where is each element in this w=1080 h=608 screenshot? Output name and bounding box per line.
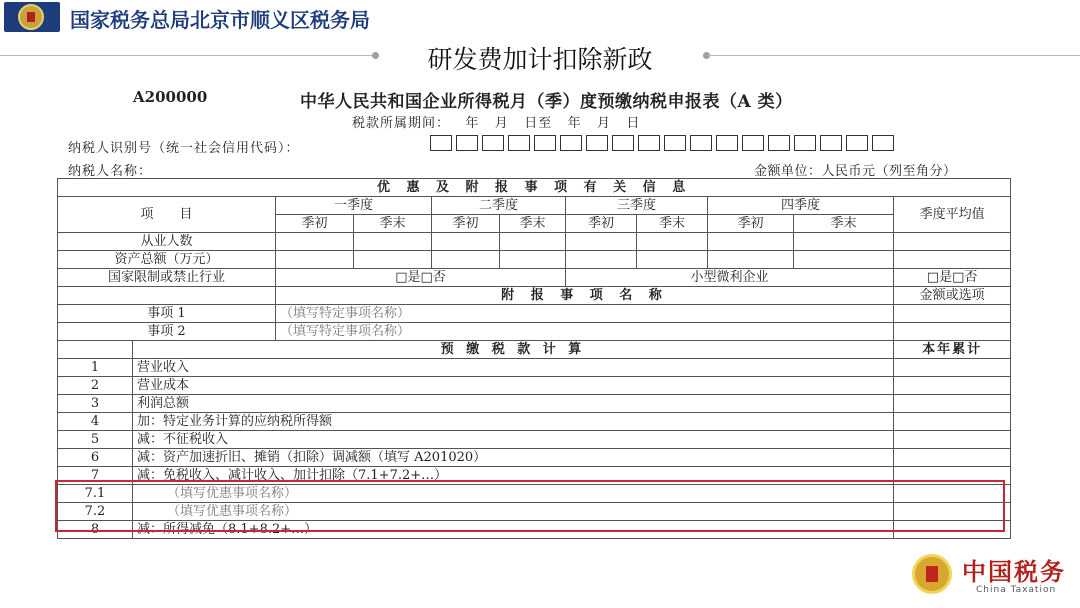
row-restricted-industry: 国家限制或禁止行业 — [58, 269, 276, 287]
taxpayer-id-label: 纳税人识别号（统一社会信用代码）： — [68, 141, 300, 156]
blank-cell — [58, 341, 133, 359]
quarter-3: 三季度 — [566, 197, 708, 215]
tax-emblem-icon — [4, 2, 60, 32]
cell-input[interactable] — [894, 377, 1011, 395]
small-micro-label: 小型微利企业 — [566, 269, 894, 287]
title-rule-left — [0, 55, 372, 56]
row-text: 营业成本 — [133, 377, 894, 395]
restricted-yes-no[interactable]: □是□否 — [276, 269, 566, 287]
cell-input[interactable] — [794, 233, 894, 251]
cell-input[interactable] — [708, 233, 794, 251]
cell-input[interactable] — [354, 233, 432, 251]
q2-start: 季初 — [432, 215, 500, 233]
row-text: 加：特定业务计算的应纳税所得额 — [133, 413, 894, 431]
cell-input[interactable] — [276, 251, 354, 269]
org-name: 国家税务总局北京市顺义区税务局 — [70, 8, 370, 32]
cell-input[interactable] — [637, 251, 708, 269]
item-1-label: 事项 1 — [58, 305, 276, 323]
section-preferential-info: 优 惠 及 附 报 事 项 有 关 信 息 — [58, 179, 1011, 197]
row-text: 减：免税收入、减计收入、加计扣除（7.1+7.2+…） — [133, 467, 894, 485]
row-text: 减：资产加速折旧、摊销（扣除）调减额（填写 A201020） — [133, 449, 894, 467]
cell-input[interactable] — [566, 233, 637, 251]
q2-end: 季末 — [500, 215, 566, 233]
cell-input[interactable] — [894, 449, 1011, 467]
row-employees: 从业人数 — [58, 233, 276, 251]
quarter-4: 四季度 — [708, 197, 894, 215]
cell-input[interactable] — [894, 251, 1011, 269]
section-attached-items: 附 报 事 项 名 称 — [276, 287, 894, 305]
q3-end: 季末 — [637, 215, 708, 233]
cell-input[interactable] — [794, 251, 894, 269]
taxpayer-name-label: 纳税人名称： — [68, 164, 153, 179]
title-dot-left — [372, 52, 379, 59]
row-no: 7.2 — [58, 503, 133, 521]
cell-input[interactable] — [894, 395, 1011, 413]
row-text: 利润总额 — [133, 395, 894, 413]
item-header: 项 目 — [58, 197, 276, 233]
cell-input[interactable] — [894, 359, 1011, 377]
item-2-placeholder[interactable]: （填写特定事项名称） — [276, 323, 894, 341]
cell-input[interactable] — [894, 233, 1011, 251]
cell-input[interactable] — [894, 431, 1011, 449]
row-no: 7 — [58, 467, 133, 485]
cell-input[interactable] — [500, 251, 566, 269]
q1-end: 季末 — [354, 215, 432, 233]
section-tax-calc: 预 缴 税 款 计 算 — [133, 341, 894, 359]
cell-input[interactable] — [894, 305, 1011, 323]
quarter-avg-header: 季度平均值 — [894, 197, 1011, 233]
quarter-2: 二季度 — [432, 197, 566, 215]
row-no: 5 — [58, 431, 133, 449]
cell-input[interactable] — [432, 251, 500, 269]
row-no: 7.1 — [58, 485, 133, 503]
row-no: 4 — [58, 413, 133, 431]
form-code: A200000 — [133, 88, 208, 106]
row-no: 1 — [58, 359, 133, 377]
cell-input[interactable] — [708, 251, 794, 269]
title-rule-right — [708, 55, 1080, 56]
q3-start: 季初 — [566, 215, 637, 233]
logo-en: China Taxation — [976, 585, 1057, 595]
cell-input[interactable] — [500, 233, 566, 251]
quarter-1: 一季度 — [276, 197, 432, 215]
cell-input[interactable] — [276, 233, 354, 251]
china-taxation-logo — [908, 552, 1068, 600]
q4-end: 季末 — [794, 215, 894, 233]
cell-input[interactable] — [432, 233, 500, 251]
blank-cell — [58, 287, 276, 305]
cell-input[interactable] — [354, 251, 432, 269]
ytd-header: 本年累计 — [894, 341, 1011, 359]
slide-header — [0, 0, 1080, 34]
slide-title: 研发费加计扣除新政 — [427, 45, 653, 74]
form-title: 中华人民共和国企业所得税月（季）度预缴纳税申报表（A 类） — [300, 92, 793, 112]
logo-cn: 中国税务 — [962, 557, 1066, 586]
item-1-placeholder[interactable]: （填写特定事项名称） — [276, 305, 894, 323]
item-2-label: 事项 2 — [58, 323, 276, 341]
small-micro-yes-no[interactable]: □是□否 — [894, 269, 1011, 287]
taxpayer-id-boxes — [430, 135, 898, 155]
row-no: 8 — [58, 521, 133, 539]
row-no: 6 — [58, 449, 133, 467]
row-assets: 资产总额（万元） — [58, 251, 276, 269]
tax-emblem-icon — [912, 554, 952, 594]
row-no: 2 — [58, 377, 133, 395]
row-text: 减：所得减免（8.1+8.2+…） — [133, 521, 894, 539]
amount-or-option-header: 金额或选项 — [894, 287, 1011, 305]
cell-input[interactable] — [566, 251, 637, 269]
row-no: 3 — [58, 395, 133, 413]
row-text[interactable]: （填写优惠事项名称） — [133, 503, 894, 521]
currency-label: 金额单位：人民币元（列至角分） — [754, 164, 957, 179]
tax-period: 税款所属期间： 年 月 日至 年 月 日 — [352, 116, 641, 131]
cell-input[interactable] — [894, 323, 1011, 341]
highlight-box — [55, 480, 1005, 532]
row-text: 减：不征税收入 — [133, 431, 894, 449]
q1-start: 季初 — [276, 215, 354, 233]
q4-start: 季初 — [708, 215, 794, 233]
row-text[interactable]: （填写优惠事项名称） — [133, 485, 894, 503]
cell-input[interactable] — [894, 413, 1011, 431]
row-text: 营业收入 — [133, 359, 894, 377]
cell-input[interactable] — [637, 233, 708, 251]
